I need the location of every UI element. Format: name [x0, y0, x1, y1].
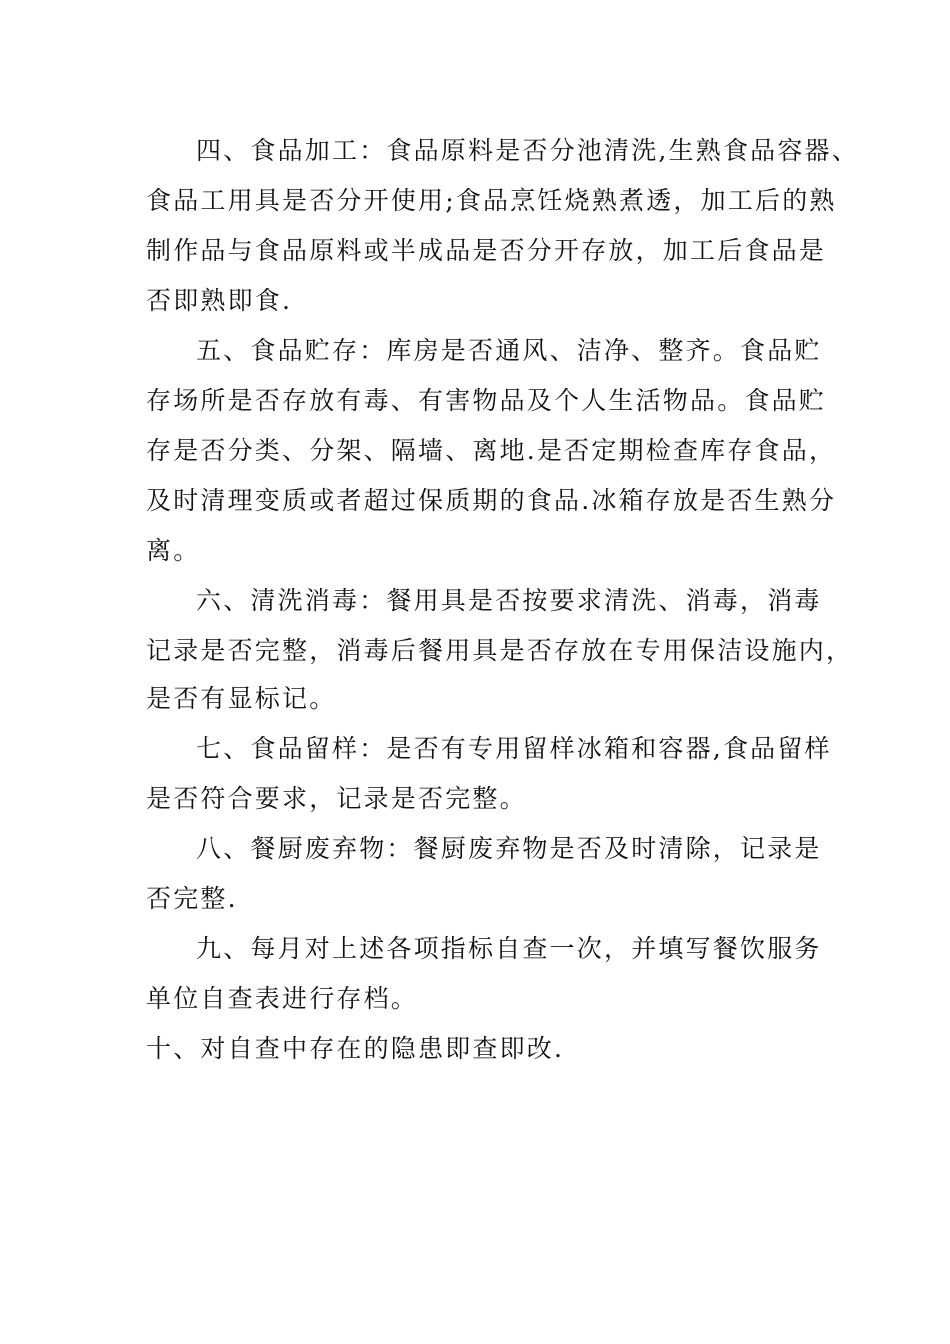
section-4-line-2: 食品工用具是否分开使用;食品烹饪烧熟煮透，加工后的熟 [146, 186, 837, 215]
section-9-line-2: 单位自查表进行存档。 [146, 984, 419, 1013]
section-5-line-4: 及时清理变质或者超过保质期的食品.冰箱存放是否生熟分 [146, 486, 837, 515]
section-4-line-1: 四、食品加工：食品原料是否分池清洗,生熟食品容器、 [196, 136, 859, 165]
section-5-line-1: 五、食品贮存：库房是否通风、洁净、整齐。食品贮 [196, 336, 822, 365]
section-8-line-1: 八、餐厨废弃物：餐厨废弃物是否及时清除，记录是 [196, 834, 822, 863]
section-7-line-1: 七、食品留样：是否有专用留样冰箱和容器,食品留样 [196, 734, 832, 763]
section-7-line-2: 是否符合要求，记录是否完整。 [146, 784, 527, 813]
section-5-line-5: 离。 [146, 536, 201, 565]
section-8-line-2: 否完整. [146, 884, 238, 913]
section-4-line-3: 制作品与食品原料或半成品是否分开存放，加工后食品是 [146, 236, 827, 265]
section-6-line-3: 是否有显标记。 [146, 684, 337, 713]
section-10-line-1: 十、对自查中存在的隐患即查即改. [146, 1034, 565, 1063]
section-4-line-4: 否即熟即食. [146, 286, 293, 315]
section-9-line-1: 九、每月对上述各项指标自查一次，并填写餐饮服务 [196, 934, 822, 963]
section-6-line-1: 六、清洗消毒：餐用具是否按要求清洗、消毒，消毒 [196, 586, 822, 615]
section-5-line-2: 存场所是否存放有毒、有害物品及个人生活物品。食品贮 [146, 386, 827, 415]
section-5-line-3: 存是否分类、分架、隔墙、离地.是否定期检查库存食品， [146, 436, 837, 465]
section-6-line-2: 记录是否完整，消毒后餐用具是否存放在专用保洁设施内， [146, 636, 854, 665]
